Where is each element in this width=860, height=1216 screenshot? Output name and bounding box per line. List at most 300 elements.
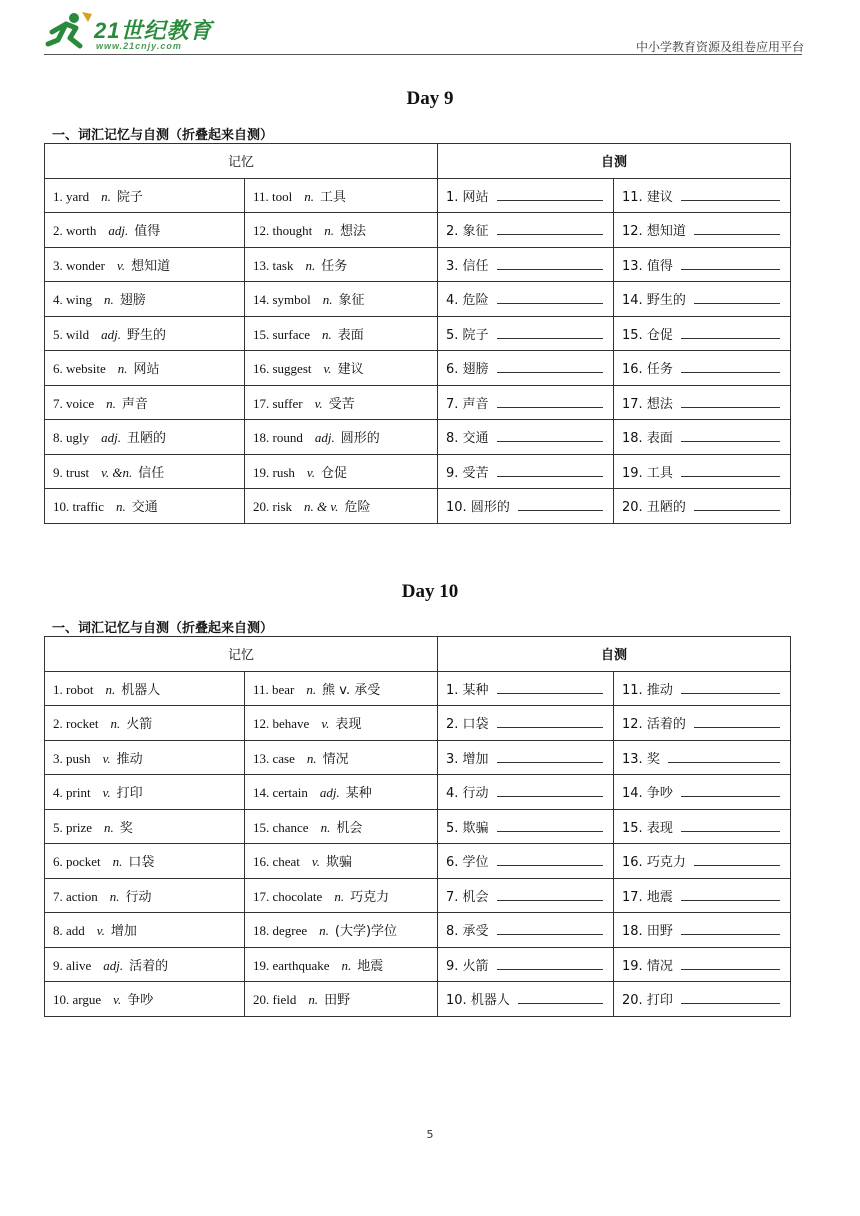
self-test-cell: [438, 878, 614, 913]
answer-blank[interactable]: [497, 292, 603, 304]
word-meaning: 争吵: [127, 993, 154, 1009]
memory-cell: [245, 844, 438, 879]
word-meaning: 机器人: [121, 682, 161, 698]
part-of-speech: n.: [320, 819, 331, 835]
word-meaning: 危险: [344, 500, 371, 516]
vocab-word: 1. yard: [53, 188, 90, 204]
vocab-word: 19. rush: [253, 464, 295, 480]
word-meaning: 信任: [138, 465, 165, 481]
part-of-speech: n.: [116, 499, 126, 515]
vocab-word: 18. degree: [253, 923, 308, 939]
memory-cell: [245, 178, 438, 213]
answer-blank[interactable]: [518, 992, 603, 1004]
answer-blank[interactable]: [694, 854, 780, 866]
answer-blank[interactable]: [518, 499, 603, 511]
answer-blank[interactable]: [681, 889, 780, 901]
memory-cell: [245, 878, 438, 913]
part-of-speech: n.: [305, 257, 316, 273]
self-test-cell: [614, 178, 791, 213]
vocab-word: 6. pocket: [53, 854, 101, 870]
part-of-speech: n.: [324, 223, 334, 239]
word-meaning: 丑陋的: [127, 431, 167, 447]
answer-blank[interactable]: [694, 499, 780, 511]
word-meaning: 圆形的: [340, 431, 380, 447]
part-of-speech: n.: [306, 750, 317, 766]
answer-blank[interactable]: [497, 189, 603, 201]
day-title: Day 10: [401, 581, 459, 602]
page-header: [44, 8, 804, 56]
self-test-prompt: 5. 欺骗: [446, 820, 489, 836]
self-test-cell: [614, 316, 791, 351]
word-meaning: 田野: [324, 993, 351, 1009]
part-of-speech: n.: [109, 888, 120, 904]
part-of-speech: adj.: [319, 785, 340, 801]
memory-cell: [245, 351, 438, 386]
table-header-row: [45, 144, 791, 179]
part-of-speech: v.: [314, 395, 323, 411]
word-meaning: 院子: [116, 189, 143, 205]
self-test-prompt: 6. 学位: [446, 855, 489, 871]
answer-blank[interactable]: [681, 430, 780, 442]
word-meaning: 表面: [337, 327, 364, 343]
vocab-word: 3. push: [53, 750, 91, 766]
part-of-speech: n.: [104, 292, 114, 308]
table-row: [45, 913, 791, 948]
self-test-prompt: 19. 工具: [622, 465, 673, 481]
answer-blank[interactable]: [681, 465, 780, 477]
self-test-cell: [438, 844, 614, 879]
self-test-cell: [614, 671, 791, 706]
table-row: [45, 775, 791, 810]
vocab-word: 15. chance: [253, 819, 309, 835]
vocab-word: 5. prize: [53, 819, 92, 835]
self-test-cell: [614, 913, 791, 948]
self-test-cell: [438, 809, 614, 844]
memory-cell: [245, 775, 438, 810]
self-test-prompt: 17. 地震: [622, 889, 673, 905]
table-row: [45, 178, 791, 213]
self-test-prompt: 19. 情况: [622, 958, 673, 974]
answer-blank[interactable]: [681, 682, 780, 694]
vocab-table: [44, 143, 791, 524]
logo-text: 21世纪教育: [94, 18, 213, 43]
word-meaning: 某种: [345, 786, 372, 802]
answer-blank[interactable]: [497, 958, 603, 970]
word-meaning: (大学)学位: [334, 924, 398, 940]
memory-cell: [245, 385, 438, 420]
vocab-word: 7. action: [53, 888, 98, 904]
answer-blank[interactable]: [681, 992, 780, 1004]
test-header: 自测: [438, 144, 791, 179]
self-test-prompt: 3. 增加: [446, 751, 489, 767]
self-test-cell: [614, 947, 791, 982]
answer-blank[interactable]: [497, 396, 603, 408]
memory-cell: [45, 213, 245, 248]
self-test-cell: [438, 282, 614, 317]
part-of-speech: n.: [101, 188, 111, 204]
vocab-table: [44, 636, 791, 1017]
memory-cell: [245, 913, 438, 948]
vocab-word: 11. bear: [253, 681, 295, 697]
self-test-cell: [614, 454, 791, 489]
memory-cell: [45, 385, 245, 420]
word-meaning: 机会: [336, 820, 363, 836]
memory-cell: [45, 775, 245, 810]
vocab-word: 13. task: [253, 257, 294, 273]
word-meaning: 打印: [116, 786, 143, 802]
answer-blank[interactable]: [497, 854, 603, 866]
word-meaning: 仓促: [320, 465, 347, 481]
answer-blank[interactable]: [694, 292, 780, 304]
self-test-prompt: 5. 院子: [446, 327, 489, 343]
self-test-prompt: 17. 想法: [622, 396, 673, 412]
memory-cell: [245, 247, 438, 282]
self-test-prompt: 9. 受苦: [446, 465, 489, 481]
memory-cell: [45, 247, 245, 282]
part-of-speech: v.: [306, 464, 315, 480]
self-test-cell: [438, 489, 614, 524]
vocab-word: 13. case: [253, 750, 295, 766]
part-of-speech: v.: [311, 854, 320, 870]
word-meaning: 巧克力: [350, 889, 390, 905]
table-row: [45, 247, 791, 282]
vocab-word: 6. website: [53, 361, 106, 377]
self-test-cell: [438, 420, 614, 455]
part-of-speech: n.: [105, 681, 116, 697]
vocab-word: 15. surface: [253, 326, 311, 342]
part-of-speech: v.: [117, 257, 126, 273]
self-test-prompt: 3. 信任: [446, 258, 489, 274]
memory-cell: [245, 316, 438, 351]
word-meaning: 奖: [119, 820, 133, 836]
self-test-cell: [438, 706, 614, 741]
memory-cell: [245, 282, 438, 317]
vocab-word: 1. robot: [53, 681, 94, 697]
self-test-prompt: 18. 表面: [622, 431, 673, 447]
self-test-cell: [614, 385, 791, 420]
self-test-cell: [614, 775, 791, 810]
answer-blank[interactable]: [497, 223, 603, 235]
self-test-prompt: 15. 仓促: [622, 327, 673, 343]
answer-blank[interactable]: [668, 751, 780, 763]
word-meaning: 推动: [116, 751, 143, 767]
vocab-word: 14. symbol: [253, 292, 311, 308]
memory-cell: [245, 213, 438, 248]
memory-header: 记忆: [45, 144, 438, 179]
vocab-word: 2. worth: [53, 223, 97, 239]
table-row: [45, 947, 791, 982]
memory-cell: [45, 844, 245, 879]
vocab-word: 20. risk: [253, 499, 292, 515]
self-test-cell: [438, 454, 614, 489]
vocab-word: 8. ugly: [53, 430, 90, 446]
self-test-prompt: 6. 翅膀: [446, 362, 489, 378]
memory-cell: [45, 878, 245, 913]
part-of-speech: n.: [306, 681, 317, 697]
part-of-speech: v. &n.: [101, 464, 133, 480]
vocab-word: 12. thought: [253, 223, 313, 239]
table-row: [45, 454, 791, 489]
test-header: 自测: [438, 637, 791, 672]
self-test-cell: [438, 351, 614, 386]
self-test-cell: [614, 809, 791, 844]
table-row: [45, 740, 791, 775]
part-of-speech: n. & v.: [304, 499, 339, 515]
part-of-speech: v.: [323, 361, 332, 377]
part-of-speech: n.: [106, 395, 116, 411]
answer-blank[interactable]: [497, 327, 603, 339]
word-meaning: 工具: [320, 189, 347, 205]
memory-header: 记忆: [45, 637, 438, 672]
answer-blank[interactable]: [681, 820, 780, 832]
self-test-prompt: 12. 活着的: [622, 717, 686, 733]
answer-blank[interactable]: [681, 923, 780, 935]
vocab-word: 17. suffer: [253, 395, 303, 411]
answer-blank[interactable]: [497, 716, 603, 728]
self-test-prompt: 8. 交通: [446, 431, 489, 447]
word-meaning: 行动: [125, 889, 152, 905]
part-of-speech: n.: [308, 992, 319, 1008]
self-test-cell: [438, 671, 614, 706]
part-of-speech: v.: [321, 716, 330, 732]
memory-cell: [245, 706, 438, 741]
word-meaning: 翅膀: [119, 293, 146, 309]
word-meaning: 地震: [357, 958, 384, 974]
self-test-cell: [614, 213, 791, 248]
self-test-cell: [438, 385, 614, 420]
self-test-prompt: 15. 表现: [622, 820, 673, 836]
answer-blank[interactable]: [694, 716, 780, 728]
vocab-word: 18. round: [253, 430, 303, 446]
vocab-word: 7. voice: [53, 395, 95, 411]
self-test-cell: [614, 844, 791, 879]
logo: [44, 8, 214, 56]
part-of-speech: n.: [304, 188, 314, 204]
vocab-word: 19. earthquake: [253, 957, 330, 973]
part-of-speech: n.: [322, 292, 333, 308]
self-test-prompt: 4. 行动: [446, 786, 489, 802]
self-test-prompt: 10. 圆形的: [446, 500, 510, 516]
table-row: [45, 844, 791, 879]
table-row: [45, 982, 791, 1017]
self-test-prompt: 16. 巧克力: [622, 855, 686, 871]
memory-cell: [45, 351, 245, 386]
self-test-prompt: 12. 想知道: [622, 224, 686, 240]
vocab-word: 3. wonder: [53, 257, 105, 273]
self-test-prompt: 7. 声音: [446, 396, 489, 412]
answer-blank[interactable]: [497, 361, 603, 373]
self-test-cell: [614, 247, 791, 282]
word-meaning: 火箭: [126, 717, 153, 733]
vocab-word: 11. tool: [253, 188, 293, 204]
memory-cell: [45, 913, 245, 948]
answer-blank[interactable]: [681, 361, 780, 373]
memory-cell: [45, 809, 245, 844]
word-meaning: 增加: [110, 924, 137, 940]
self-test-prompt: 1. 某种: [446, 682, 489, 698]
vocab-word: 17. chocolate: [253, 888, 323, 904]
answer-blank[interactable]: [681, 327, 780, 339]
word-meaning: 网站: [133, 362, 160, 378]
self-test-prompt: 1. 网站: [446, 189, 489, 205]
vocab-word: 10. argue: [53, 992, 102, 1008]
self-test-prompt: 2. 口袋: [446, 717, 489, 733]
memory-cell: [45, 489, 245, 524]
table-header-row: [45, 637, 791, 672]
self-test-cell: [438, 316, 614, 351]
memory-cell: [45, 947, 245, 982]
word-meaning: 建议: [337, 362, 364, 378]
self-test-prompt: 16. 任务: [622, 362, 673, 378]
table-row: [45, 420, 791, 455]
self-test-cell: [438, 247, 614, 282]
memory-cell: [45, 454, 245, 489]
part-of-speech: v.: [102, 785, 111, 801]
answer-blank[interactable]: [681, 258, 780, 270]
self-test-cell: [614, 878, 791, 913]
self-test-prompt: 14. 野生的: [622, 293, 686, 309]
answer-blank[interactable]: [681, 189, 780, 201]
self-test-cell: [614, 282, 791, 317]
table-row: [45, 385, 791, 420]
part-of-speech: v.: [113, 992, 122, 1008]
vocab-word: 9. alive: [53, 957, 92, 973]
self-test-cell: [614, 706, 791, 741]
part-of-speech: n.: [110, 716, 121, 732]
self-test-prompt: 8. 承受: [446, 924, 489, 940]
part-of-speech: v.: [96, 923, 105, 939]
runner-logo-icon: [44, 10, 94, 54]
answer-blank[interactable]: [497, 889, 603, 901]
self-test-prompt: 2. 象征: [446, 224, 489, 240]
answer-blank[interactable]: [497, 465, 603, 477]
table-row: [45, 351, 791, 386]
memory-cell: [245, 454, 438, 489]
logo-url: www.21cnjy.com: [96, 41, 182, 51]
answer-blank[interactable]: [681, 785, 780, 797]
self-test-cell: [438, 947, 614, 982]
answer-blank[interactable]: [694, 223, 780, 235]
answer-blank[interactable]: [497, 785, 603, 797]
memory-cell: [45, 178, 245, 213]
answer-blank[interactable]: [497, 430, 603, 442]
vocab-word: 16. suggest: [253, 361, 312, 377]
self-test-prompt: 18. 田野: [622, 924, 673, 940]
self-test-cell: [614, 351, 791, 386]
self-test-cell: [614, 982, 791, 1017]
part-of-speech: n.: [319, 923, 329, 939]
vocab-word: 12. behave: [253, 716, 310, 732]
vocab-word: 16. cheat: [253, 854, 300, 870]
section-title: 一、词汇记忆与自测（折叠起来自测）: [52, 128, 274, 143]
part-of-speech: v.: [102, 750, 111, 766]
memory-cell: [45, 740, 245, 775]
self-test-prompt: 13. 值得: [622, 258, 673, 274]
self-test-prompt: 11. 推动: [622, 682, 673, 698]
self-test-cell: [438, 178, 614, 213]
self-test-prompt: 7. 机会: [446, 889, 489, 905]
memory-cell: [45, 420, 245, 455]
self-test-cell: [614, 740, 791, 775]
part-of-speech: n.: [322, 326, 332, 342]
memory-cell: [45, 316, 245, 351]
day-title: Day 9: [406, 88, 454, 109]
word-meaning: 情况: [322, 751, 349, 767]
memory-cell: [45, 282, 245, 317]
answer-blank[interactable]: [681, 958, 780, 970]
memory-cell: [45, 706, 245, 741]
self-test-prompt: 14. 争吵: [622, 786, 673, 802]
vocab-word: 4. print: [53, 785, 91, 801]
word-meaning: 欺骗: [325, 855, 352, 871]
word-meaning: 值得: [134, 224, 161, 240]
self-test-cell: [438, 982, 614, 1017]
memory-cell: [245, 982, 438, 1017]
word-meaning: 交通: [131, 500, 158, 516]
answer-blank[interactable]: [497, 923, 603, 935]
word-meaning: 口袋: [128, 855, 155, 871]
word-meaning: 熊 v. 承受: [322, 682, 381, 698]
platform-name: 中小学教育资源及组卷应用平台: [635, 40, 804, 54]
vocab-word: 14. certain: [253, 785, 308, 801]
part-of-speech: adj.: [101, 326, 121, 342]
section-title: 一、词汇记忆与自测（折叠起来自测）: [52, 621, 274, 636]
self-test-cell: [614, 420, 791, 455]
memory-cell: [245, 809, 438, 844]
self-test-prompt: 11. 建议: [622, 189, 673, 205]
word-meaning: 活着的: [129, 958, 169, 974]
self-test-prompt: 20. 打印: [622, 993, 673, 1009]
memory-cell: [245, 671, 438, 706]
table-row: [45, 316, 791, 351]
table-row: [45, 809, 791, 844]
vocab-word: 5. wild: [53, 326, 90, 342]
self-test-prompt: 20. 丑陋的: [622, 500, 686, 516]
part-of-speech: adj.: [108, 223, 129, 239]
answer-blank[interactable]: [497, 751, 603, 763]
vocab-word: 20. field: [253, 992, 297, 1008]
self-test-cell: [438, 213, 614, 248]
vocab-word: 2. rocket: [53, 716, 99, 732]
self-test-prompt: 10. 机器人: [446, 993, 510, 1009]
self-test-prompt: 4. 危险: [446, 293, 489, 309]
word-meaning: 象征: [338, 293, 365, 309]
part-of-speech: adj.: [101, 430, 121, 446]
self-test-prompt: 9. 火箭: [446, 958, 489, 974]
memory-cell: [245, 947, 438, 982]
self-test-prompt: 13. 奖: [622, 751, 660, 767]
word-meaning: 声音: [121, 396, 148, 412]
page-number: 5: [426, 1128, 434, 1141]
part-of-speech: n.: [334, 888, 345, 904]
table-row: [45, 671, 791, 706]
answer-blank[interactable]: [497, 682, 603, 694]
answer-blank[interactable]: [497, 258, 603, 270]
memory-cell: [45, 982, 245, 1017]
part-of-speech: n.: [117, 361, 128, 377]
word-meaning: 任务: [321, 258, 348, 274]
memory-cell: [245, 740, 438, 775]
memory-cell: [245, 489, 438, 524]
part-of-speech: adj.: [314, 430, 335, 446]
answer-blank[interactable]: [681, 396, 780, 408]
vocab-word: 8. add: [53, 923, 85, 939]
answer-blank[interactable]: [497, 820, 603, 832]
self-test-cell: [438, 913, 614, 948]
word-meaning: 想知道: [131, 258, 171, 274]
memory-cell: [45, 671, 245, 706]
self-test-cell: [614, 489, 791, 524]
